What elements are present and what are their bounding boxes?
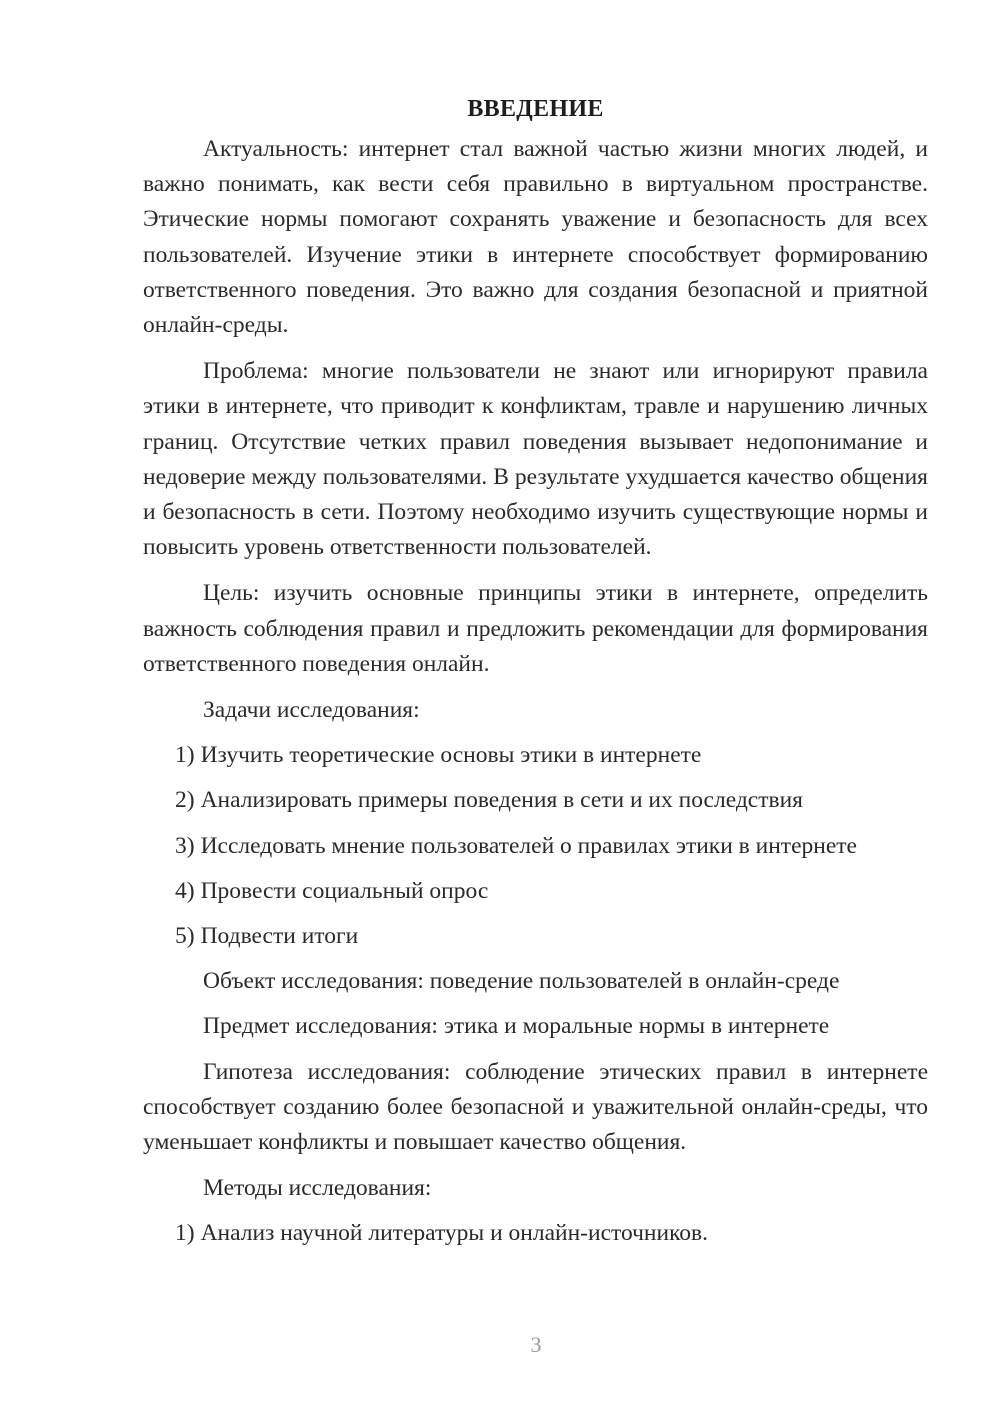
page-content (143, 92, 928, 1262)
list-item-text: Исследовать мнение пользователей о правилах этики в интернете (200, 832, 857, 859)
page-number: 3 (530, 1332, 542, 1357)
goal-paragraph: Цель: изучить основные принципы этики в интернете, определить важность соблюдения правил и предложить рекомендации для формирования ответственного поведения онлайн. (143, 580, 928, 677)
list-item-text: Анализировать примеры поведения в сети и их последствия (200, 787, 803, 814)
object-line: Объект исследования: поведение пользователей в онлайн-среде (203, 968, 840, 995)
list-item-number: 1) (175, 1220, 195, 1247)
relevance-paragraph: Актуальность: интернет стал важной частью жизни многих людей, и важно понимать, как вести себя правильно в виртуальном пространстве. Этические нормы помогают сохранять уважение и безопасность для всех пользователей. Изучение этики в интернете способствует формированию ответственного поведения. Это важно для создания безопасной и приятной онлайн-среды. (143, 136, 928, 339)
list-item-number: 2) (175, 787, 195, 814)
list-item-number: 5) (175, 923, 195, 950)
problem-paragraph: Проблема: многие пользователи не знают или игнорируют правила этики в интернете, что приводит к конфликтам, травле и нарушению личных границ. Отсутствие четких правил поведения вызывает недопонимание и недоверие между пользователями. В результате ухудшается качество общения и безопасность в сети. Поэтому необходимо изучить существующие нормы и повысить уровень ответственности пользователей. (143, 358, 928, 561)
list-item-text: Анализ научной литературы и онлайн-источников. (200, 1220, 709, 1247)
methods-list (143, 1216, 928, 1251)
list-item (143, 874, 928, 909)
page-title: ВВЕДЕНИЕ (467, 96, 604, 122)
list-item-number: 1) (175, 742, 195, 769)
list-item-text: Провести социальный опрос (200, 877, 489, 904)
list-item (143, 919, 928, 954)
list-item (143, 829, 928, 864)
tasks-heading: Задачи исследования: (203, 697, 420, 724)
tasks-list (143, 738, 928, 954)
list-item-number: 3) (175, 832, 195, 859)
list-item (143, 1216, 928, 1251)
hypothesis-paragraph: Гипотеза исследования: соблюдение этических правил в интернете способствует созданию более безопасной и уважительной онлайн-среды, что уменьшает конфликты и повышает качество общения. (143, 1058, 928, 1156)
list-item-text: Подвести итоги (200, 923, 359, 950)
list-item-text: Изучить теоретические основы этики в интернете (200, 742, 702, 769)
list-item (143, 783, 928, 818)
methods-heading: Методы исследования: (203, 1175, 432, 1202)
subject-line: Предмет исследования: этика и моральные нормы в интернете (203, 1013, 830, 1040)
list-item-number: 4) (175, 877, 195, 904)
list-item (143, 738, 928, 773)
